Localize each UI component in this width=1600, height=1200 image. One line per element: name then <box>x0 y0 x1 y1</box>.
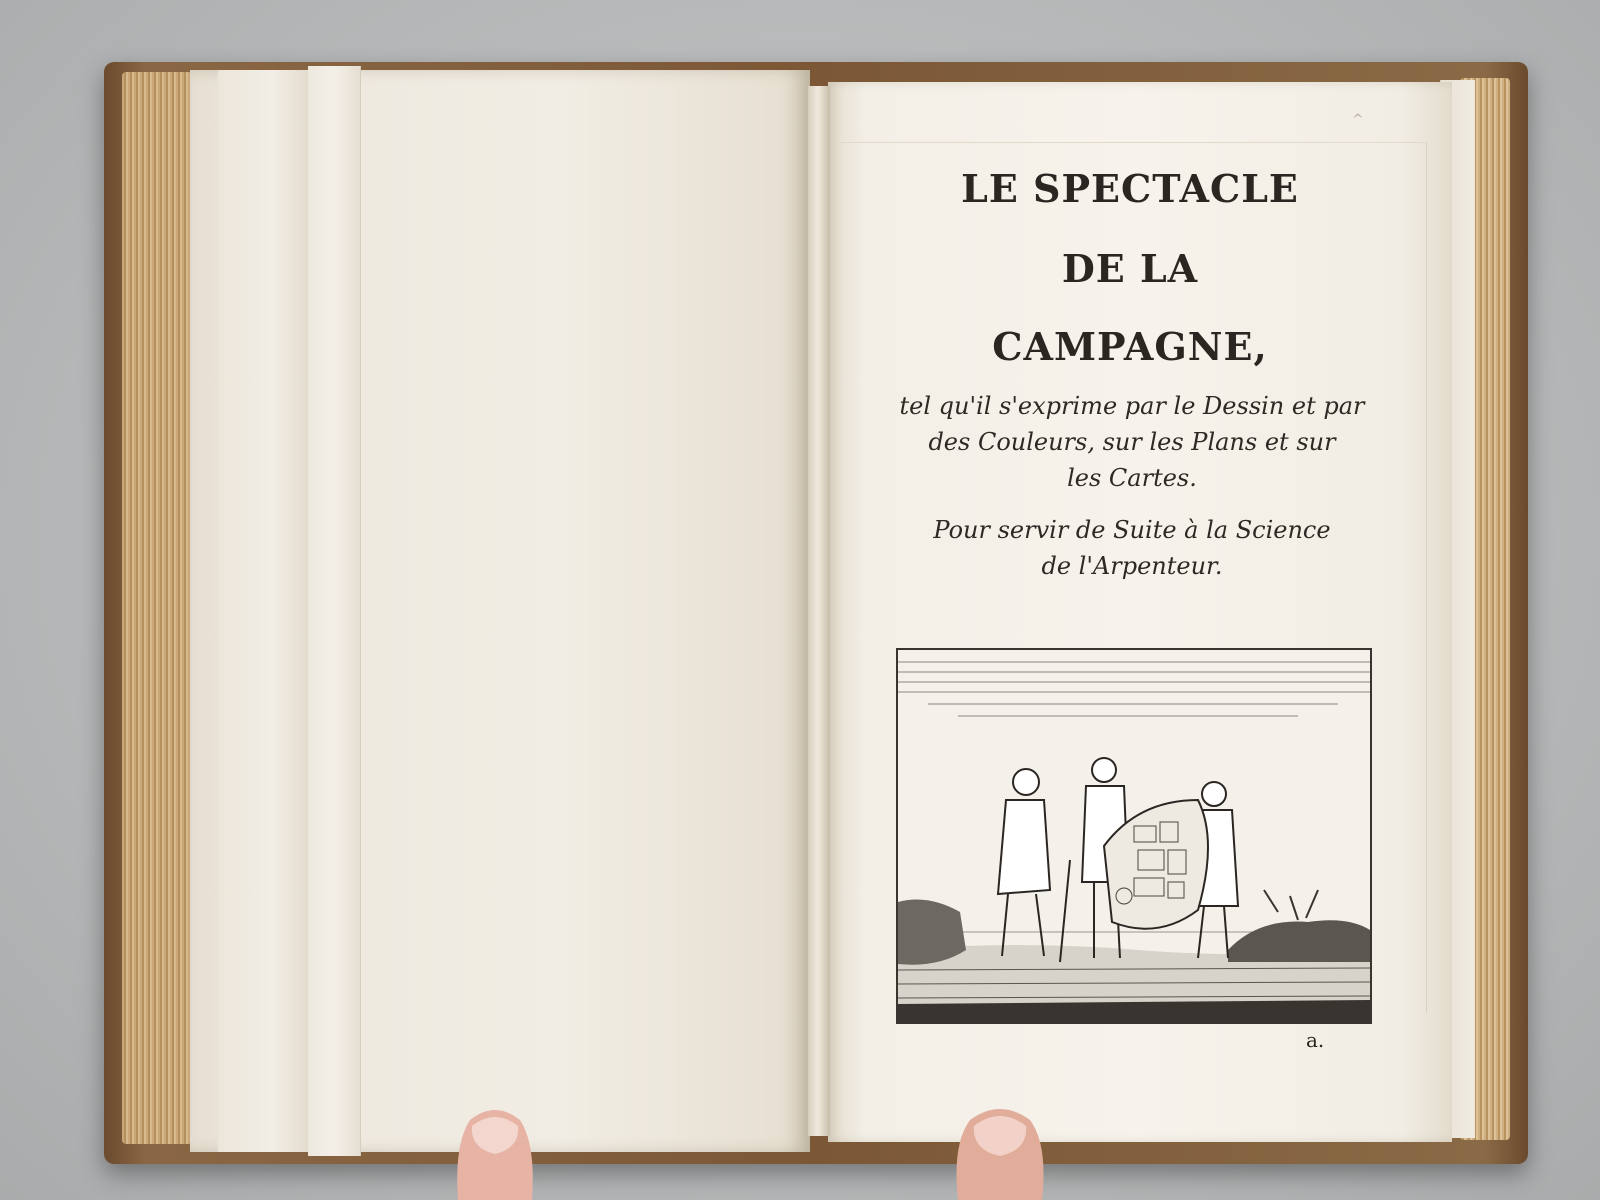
left-page-fold-inner <box>308 66 361 1156</box>
page-edges-left <box>122 72 192 1144</box>
title-line-2: DE LA <box>1061 246 1199 291</box>
subtitle-line-2: des Couleurs, sur les Plans et sur <box>928 428 1336 456</box>
corner-mark: ^ <box>1352 112 1364 128</box>
subtitle-line-3: les Cartes. <box>1067 464 1197 492</box>
purpose-text <box>892 512 1372 584</box>
thumb-left <box>450 1104 540 1200</box>
title-line-1: LE SPECTACLE <box>961 166 1299 211</box>
purpose-line-1: Pour servir de Suite à la Science <box>933 516 1331 544</box>
thumb-right <box>950 1104 1050 1200</box>
purpose-line-2: de l'Arpenteur. <box>1041 552 1223 580</box>
engraving-illustration <box>896 648 1372 1024</box>
folio-mark: a. <box>1306 1028 1325 1052</box>
subtitle-line-1: tel qu'il s'exprime par le Dessin et par <box>899 392 1365 420</box>
subtitle <box>892 388 1372 496</box>
title-line-3: CAMPAGNE, <box>992 324 1268 369</box>
book-gutter <box>808 86 830 1136</box>
left-page-fold <box>218 70 309 1152</box>
